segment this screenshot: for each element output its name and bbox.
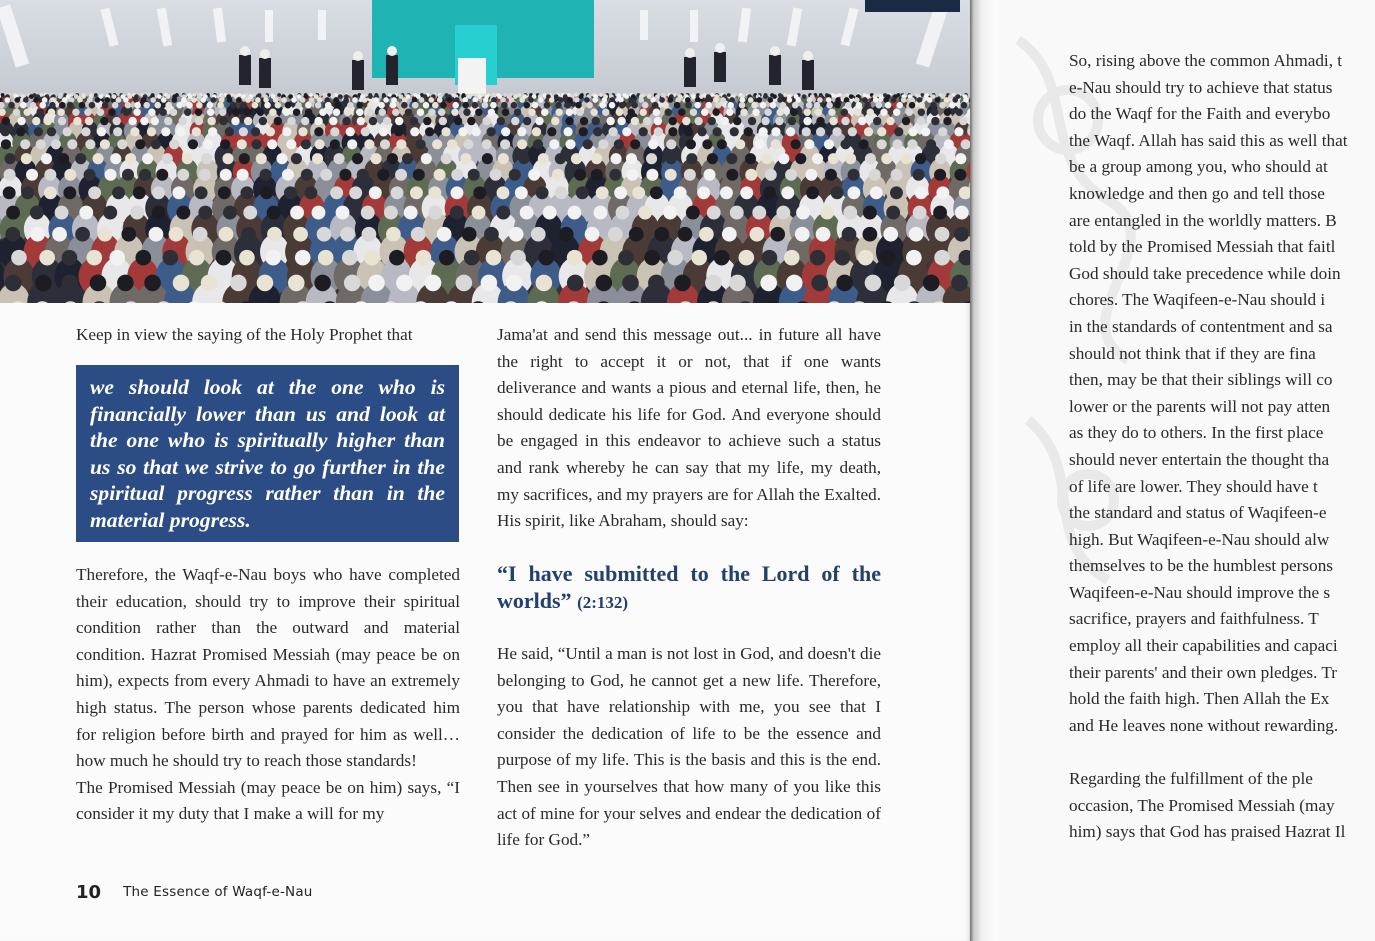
text-line: high. But Waqifeen-e-Nau should alw <box>1069 529 1330 549</box>
text-line: lower or the parents will not pay atten <box>1069 396 1331 416</box>
column-2-body-top <box>497 322 881 535</box>
text-line: Regarding the fulfillment of the ple <box>1069 769 1313 789</box>
text-line: knowledge and then go and tell those <box>1069 183 1325 203</box>
text-line: sacrifice, prayers and faithfulness. T <box>1069 609 1319 629</box>
column-1-body <box>76 562 460 828</box>
text-line: hold the faith high. Then Allah the Ex <box>1069 689 1330 709</box>
page-footer <box>76 878 313 906</box>
paragraph: The Promised Messiah (may peace be on him) says, “I consider it my duty that I make a will for my <box>76 777 460 824</box>
text-line: the standard and status of Waqifeen-e <box>1069 503 1327 523</box>
running-title: The Essence of Waqf-e-Nau <box>123 884 313 900</box>
quran-verse-reference: (2:132) <box>577 593 629 612</box>
paragraph: He said, “Until a man is not lost in God, and doesn't die belonging to God, he cannot get a new life. Therefore, you that have relationship with me, you see that I consider the dedication of life to be the essence and purpose of my life. This is the basis and this is the end. Then see in yourselves that how many of you like this act of mine for your selves and endear the dedication of life for God.” <box>497 644 881 850</box>
text-line: and He leaves none without rewarding. <box>1069 715 1339 735</box>
text-line: are entangled in the worldly matters. B <box>1069 210 1337 230</box>
text-line: be a group among you, who should at <box>1069 157 1328 177</box>
intro-text: Keep in view the saying of the Holy Prophet that <box>76 325 413 344</box>
congregation-photo <box>0 0 972 303</box>
text-line: him) says that God has praised Hazrat Il <box>1069 822 1346 842</box>
text-line: should not think that if they are fina <box>1069 343 1316 363</box>
quran-quote-heading <box>497 560 881 616</box>
text-line: Waqifeen-e-Nau should improve the s <box>1069 582 1331 602</box>
text-line: occasion, The Promised Messiah (may <box>1069 795 1335 815</box>
text-line: e-Nau should try to achieve that status <box>1069 77 1333 97</box>
text-line: told by the Promised Messiah that faitl <box>1069 237 1336 257</box>
text-line: of life are lower. They should have t <box>1069 476 1318 496</box>
text-line: employ all their capabilities and capaci <box>1069 636 1338 656</box>
paragraph: Therefore, the Waqf-e-Nau boys who have completed their education, should try to improve their spiritual condition rather than the outward and material condition. Hazrat Promised Messiah (may peace be on him), expects from every Ahmadi to have an extremely high status. The person whose parents dedicated him for religion before birth and prayed for him as well… how much he should try to reach those standards! <box>76 565 460 771</box>
paragraph: Jama'at and send this message out... in future all have the right to accept it or not, that if one wants deliverance and wants a pious and eternal life, then, he should dedicate his life for God. And everyone should be engaged in this endeavor to achieve such a status and rank whereby he can say that my life, my death, my sacrifices, and my prayers are for Allah the Exalted. His spirit, like Abraham, should say: <box>497 325 881 531</box>
text-line: God should take precedence while doin <box>1069 263 1341 283</box>
congregation-photo-image <box>0 0 972 303</box>
hadith-quote-text: we should look at the one who is financially lower than us and look at the one who is spiritually higher than us so that we strive to go further in the spiritual progress rather than in the material progress. <box>90 375 445 532</box>
text-line: So, rising above the common Ahmadi, t <box>1069 51 1343 70</box>
page-number: 10 <box>76 881 102 903</box>
text-line: then, may be that their siblings will co <box>1069 370 1333 390</box>
right-page <box>998 0 1375 941</box>
text-line: their parents' and their own pledges. Tr <box>1069 662 1338 682</box>
text-line: do the Waqf for the Faith and everybo <box>1069 104 1331 124</box>
text-line: as they do to others. In the first place <box>1069 423 1324 443</box>
text-line: the Waqf. Allah has said this as well that <box>1069 130 1348 150</box>
text-line: themselves to be the humblest persons <box>1069 556 1333 576</box>
hadith-quote-box <box>76 365 459 542</box>
right-page-text <box>1069 48 1375 846</box>
text-line: in the standards of contentment and sa <box>1069 316 1333 336</box>
text-line: should never entertain the thought tha <box>1069 449 1330 469</box>
book-gutter <box>970 0 1000 941</box>
podium <box>458 58 486 94</box>
text-line: chores. The Waqifeen-e-Nau should i <box>1069 290 1326 310</box>
column-2-body-bottom <box>497 641 881 854</box>
quran-quote-text: “I have submitted to the Lord of the worlds” <box>497 561 881 613</box>
